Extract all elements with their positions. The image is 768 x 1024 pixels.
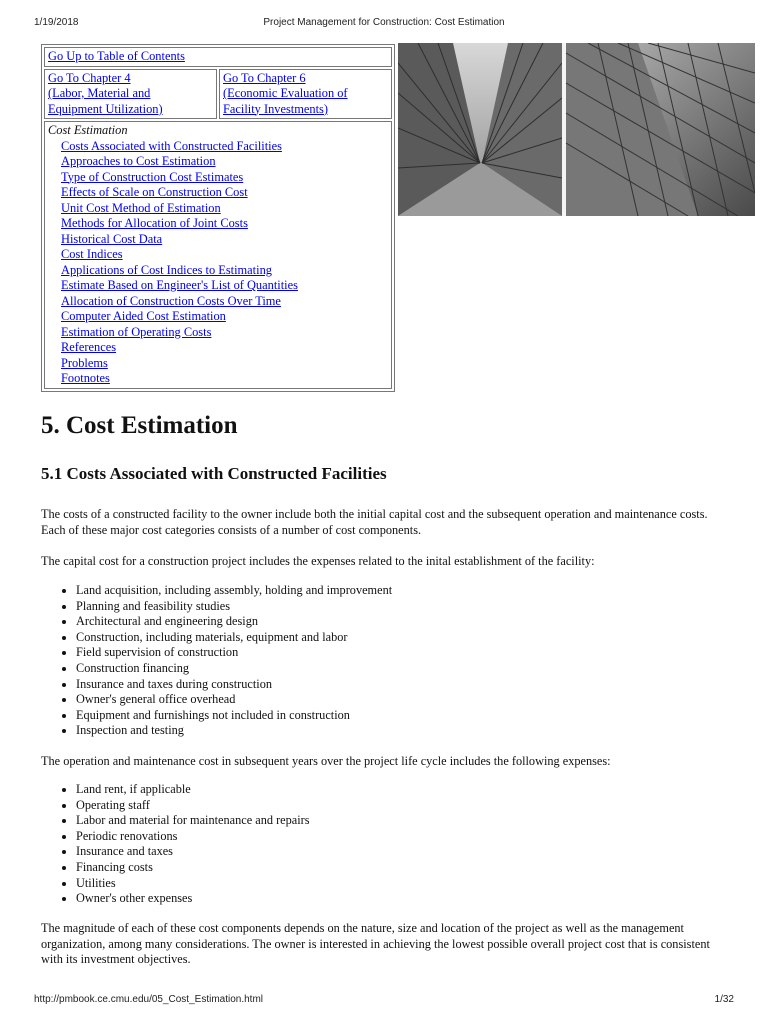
toc-link[interactable]: Applications of Cost Indices to Estimating [61, 262, 272, 277]
prev-chapter-link[interactable] [48, 71, 163, 116]
magnitude-paragraph: The magnitude of each of these cost components depends on the nature, size and location of the project as well as the management organization, among many considerations. The owner is interested in achieving the lowest possible overall project cost that is consistent with its investment objectives. [41, 921, 710, 967]
navigation-table [41, 44, 395, 392]
toc-link[interactable]: Historical Cost Data [61, 231, 163, 246]
prev-chapter-line: (Labor, Material and [48, 86, 151, 100]
toc-link[interactable]: Footnotes [61, 371, 110, 385]
toc-item [61, 139, 388, 155]
intro-paragraph: The costs of a constructed facility to the owner include both the initial capital cost and the subsequent operation and maintenance costs. Each of these major cost categories consists of a number of cost components. [41, 507, 708, 537]
next-chapter-line: Facility Investments) [223, 101, 328, 116]
nav-prev-cell [44, 69, 217, 120]
toc-link[interactable]: Unit Cost Method of Estimation [61, 200, 221, 215]
list-item: • Land rent, if applicable [76, 782, 310, 798]
list-item: • Owner's general office overhead [76, 692, 392, 708]
toc-list [48, 139, 388, 387]
print-date: 1/19/2018 [34, 17, 79, 28]
toc-item [61, 201, 388, 217]
toc-item [61, 232, 388, 248]
next-chapter-line: Go To Chapter 6 [223, 70, 306, 85]
toc-link[interactable]: Costs Associated with Constructed Facilities [61, 138, 282, 153]
list-item: • Architectural and engineering design [76, 614, 392, 630]
toc-link[interactable]: Type of Construction Cost Estimates [61, 169, 244, 184]
toc-link[interactable]: Cost Indices [61, 247, 123, 261]
print-title: Project Management for Construction: Cost Estimation [263, 17, 505, 28]
list-item: • Land acquisition, including assembly, holding and improvement [76, 583, 392, 599]
list-item: • Financing costs [76, 860, 310, 876]
nav-next-cell [219, 69, 392, 120]
prev-chapter-line: Equipment Utilization) [48, 101, 163, 116]
construction-photo [398, 43, 755, 216]
page-number: 1/32 [714, 994, 734, 1005]
list-item: • Operating staff [76, 798, 310, 814]
list-item: • Equipment and furnishings not included in construction [76, 708, 392, 724]
operating-cost-paragraph: The operation and maintenance cost in subsequent years over the project life cycle includes the following expenses: [41, 754, 611, 768]
list-item: • Planning and feasibility studies [76, 599, 392, 615]
page-url: http://pmbook.ce.cmu.edu/05_Cost_Estimation.html [34, 994, 264, 1005]
toc-link[interactable]: Estimation of Operating Costs [61, 324, 212, 339]
toc-item [61, 216, 388, 232]
chapter-heading: 5. Cost Estimation [41, 412, 238, 439]
toc-item [61, 325, 388, 341]
list-item: • Utilities [76, 876, 310, 892]
toc-up-link[interactable]: Go Up to Table of Contents [48, 49, 185, 63]
next-chapter-line: (Economic Evaluation of [223, 86, 348, 100]
toc-item [61, 294, 388, 310]
toc-item [61, 371, 388, 387]
list-item: • Labor and material for maintenance and repairs [76, 813, 310, 829]
toc-link[interactable]: Approaches to Cost Estimation [61, 154, 216, 168]
construction-photo-image [398, 43, 755, 216]
list-item: • Construction, including materials, equipment and labor [76, 630, 392, 646]
toc-link[interactable]: Allocation of Construction Costs Over Time [61, 293, 281, 308]
next-chapter-link[interactable] [223, 71, 348, 116]
toc-item [61, 247, 388, 263]
toc-link[interactable]: Problems [61, 355, 108, 370]
list-item: • Insurance and taxes [76, 844, 310, 860]
toc-link[interactable]: Computer Aided Cost Estimation [61, 309, 226, 323]
list-item: • Periodic renovations [76, 829, 310, 845]
nav-up-cell [44, 47, 392, 67]
toc-item [61, 356, 388, 372]
toc-item [61, 154, 388, 170]
toc-link[interactable]: Effects of Scale on Construction Cost [61, 185, 248, 199]
toc-title: Cost Estimation [48, 123, 128, 137]
toc-cell [44, 121, 392, 389]
capital-cost-paragraph: The capital cost for a construction project includes the expenses related to the inital establishment of the facility: [41, 554, 595, 568]
toc-item [61, 185, 388, 201]
toc-item [61, 170, 388, 186]
toc-item [61, 263, 388, 279]
toc-link[interactable]: Estimate Based on Engineer's List of Quantities [61, 278, 298, 292]
toc-item [61, 309, 388, 325]
toc-link[interactable]: References [61, 340, 117, 354]
list-item: • Field supervision of construction [76, 645, 392, 661]
toc-item [61, 278, 388, 294]
toc-item [61, 340, 388, 356]
list-item: • Inspection and testing [76, 723, 392, 739]
list-item: • Construction financing [76, 661, 392, 677]
toc-link[interactable]: Methods for Allocation of Joint Costs [61, 216, 248, 230]
section-heading: 5.1 Costs Associated with Constructed Facilities [41, 464, 387, 483]
list-item: • Owner's other expenses [76, 891, 310, 907]
prev-chapter-line: Go To Chapter 4 [48, 70, 131, 85]
list-item: • Insurance and taxes during construction [76, 677, 392, 693]
operating-cost-list [57, 782, 310, 907]
capital-cost-list [57, 583, 392, 739]
